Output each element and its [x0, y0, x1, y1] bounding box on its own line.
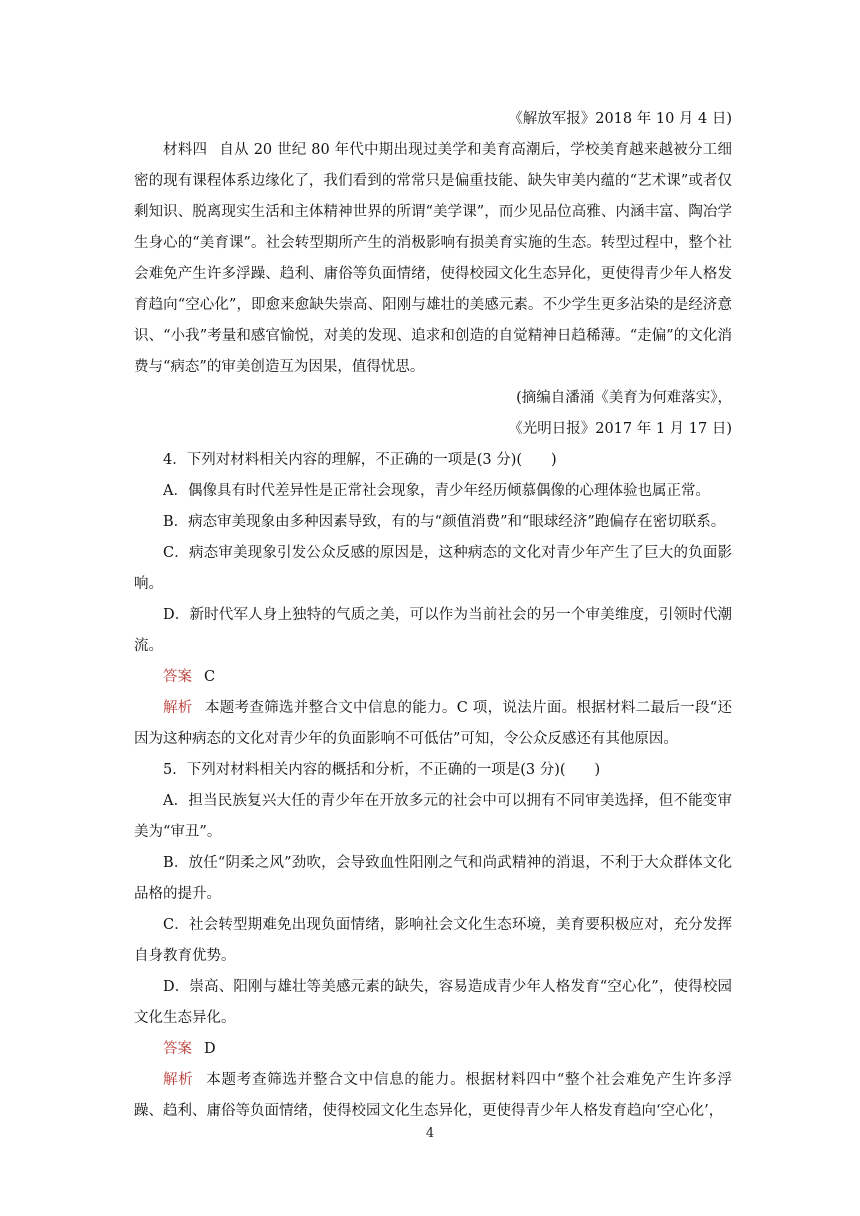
- analysis-text: 本题考查筛选并整合文中信息的能力。C 项，说法片面。根据材料二最后一段“还因为这种病态的文化对青少年的负面影响不可低估”可知，令公众反感还有其他原因。: [134, 700, 732, 747]
- analysis-label: 解析: [163, 1072, 194, 1088]
- answer-value: D: [204, 1041, 216, 1057]
- answer-label: 答案: [163, 669, 192, 685]
- material-four-text: 自从 20 世纪 80 年代中期出现过美学和美育高潮后，学校美育越来越被分工细密的现有课程体系边缘化了，我们看到的常常只是偏重技能、缺失审美内蕴的“艺术课”或者仅剩知识、脱离现实生活和主体精神世界的所谓“美学课”，而少见品位高雅、内涵丰富、陶冶学生身心的“美育课”。社会转型期所产生的消极影响有损美育实施的生态。转型过程中，整个社会难免产生许多浮躁、趋利、庸俗等负面情绪，使得校园文化生态异化，更使得青少年人格发育趋向“空心化”，即愈来愈缺失崇高、阳刚与雄壮的美感元素。不少学生更多沾染的是经济意识、“小我”考量和感官愉悦，对美的发现、追求和创造的自觉精神日趋稀薄。“走偏”的文化消费与“病态”的审美创造互为因果，值得忧思。: [134, 142, 732, 375]
- question-4-option-b: B．病态审美现象由多种因素导致，有的与“颜值消费”和“眼球经济”跑偏存在密切联系。: [163, 514, 726, 530]
- question-4-answer: [134, 662, 732, 693]
- question-5-option-a: A．担当民族复兴大任的青少年在开放多元的社会中可以拥有不同审美选择，但不能变审美为“审丑”。: [134, 793, 732, 840]
- answer-value: C: [204, 669, 216, 685]
- question-4-option-d: D．新时代军人身上独特的气质之美，可以作为当前社会的另一个审美维度，引领时代潮流。: [134, 607, 732, 654]
- material-four-label: 材料四: [163, 142, 208, 158]
- question-4-analysis: [134, 693, 732, 755]
- material-four-source-line2: 《光明日报》2017 年 1 月 17 日): [508, 421, 732, 437]
- source-citation-top: 《解放军报》2018 年 10 月 4 日): [508, 111, 732, 127]
- answer-label: 答案: [163, 1041, 192, 1057]
- question-5-stem: 5．下列对材料相关内容的概括和分析，不正确的一项是(3 分)( ): [163, 762, 601, 778]
- question-4-option-a: A．偶像具有时代差异性是正常社会现象，青少年经历倾慕偶像的心理体验也属正常。: [163, 483, 710, 499]
- material-four-source-line1: (摘编自潘涌《美育为何难落实》，: [516, 390, 732, 406]
- question-5-analysis: [134, 1065, 732, 1127]
- question-4-stem: 4．下列对材料相关内容的理解，不正确的一项是(3 分)( ): [163, 452, 557, 468]
- question-5-answer: [134, 1034, 732, 1065]
- analysis-text: 本题考查筛选并整合文中信息的能力。根据材料四中“整个社会难免产生许多浮躁、趋利、庸俗等负面情绪，使得校园文化生态异化，更使得青少年人格发育趋向‘空心化’，: [134, 1072, 732, 1119]
- page-content: [134, 104, 732, 1127]
- question-4-option-c: C．病态审美现象引发公众反感的原因是，这种病态的文化对青少年产生了巨大的负面影响。: [134, 545, 732, 592]
- question-5-option-b: B．放任“阴柔之风”劲吹，会导致血性阳刚之气和尚武精神的消退，不利于大众群体文化品格的提升。: [134, 855, 732, 902]
- analysis-label: 解析: [163, 700, 193, 716]
- question-5-option-c: C．社会转型期难免出现负面情绪，影响社会文化生态环境，美育要积极应对，充分发挥自身教育优势。: [134, 917, 732, 964]
- question-5-option-d: D．崇高、阳刚与雄壮等美感元素的缺失，容易造成青少年人格发育“空心化”，使得校园文化生态异化。: [134, 979, 732, 1026]
- material-four-paragraph: [134, 135, 732, 383]
- page-number: 4: [425, 1126, 435, 1141]
